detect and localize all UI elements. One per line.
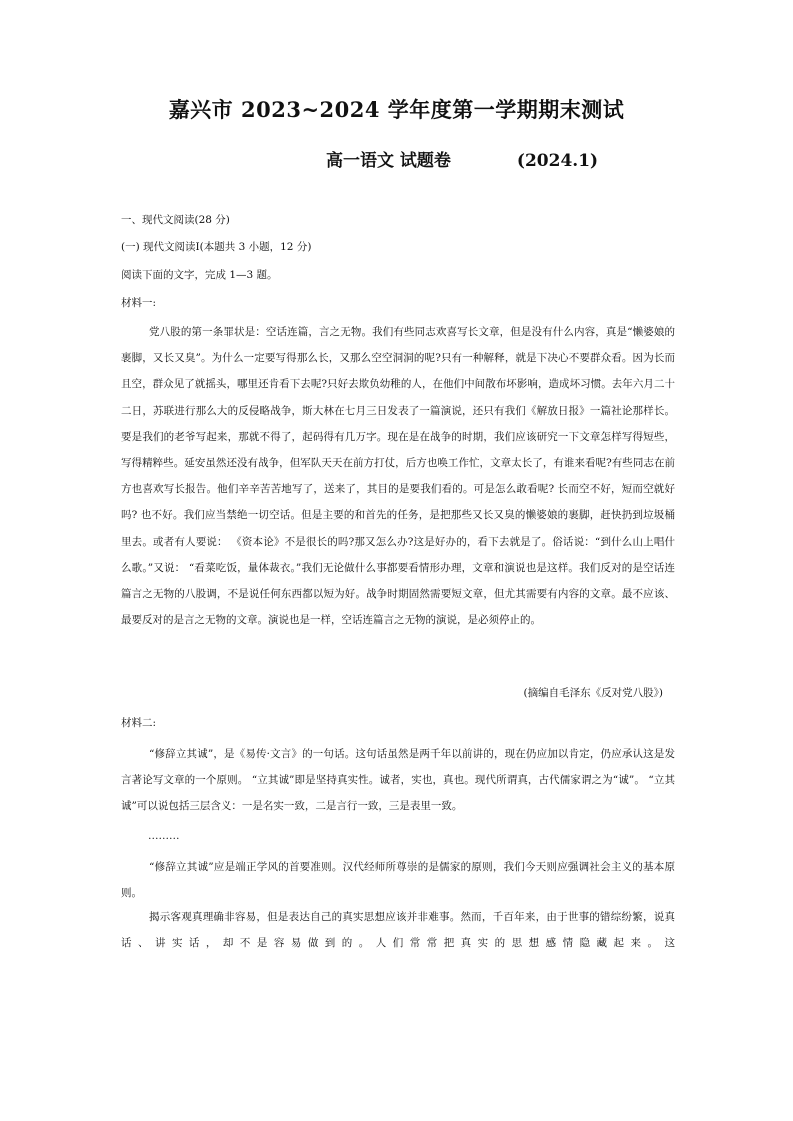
page-subtitle <box>326 146 598 171</box>
subtitle-text: 高一语文 试题卷 <box>326 151 451 171</box>
material-two-paragraph-2: “修辞立其诚”应是端正学风的首要准则。汉代经师所尊崇的是儒家的原则，我们今天则应强调社会主义的基本原则。 <box>121 861 675 900</box>
material-one-label: 材料一: <box>121 297 157 309</box>
exam-date: (2024.1) <box>516 151 599 171</box>
material-one-source: (摘编自毛泽东《反对党八股》) <box>523 687 663 699</box>
section-heading: 一、现代文阅读(28 分) <box>121 214 230 226</box>
reading-instruction: 阅读下面的文字，完成 1—3 题。 <box>121 269 278 281</box>
material-two-label: 材料二: <box>121 717 157 729</box>
sub-section-heading: (一) 现代文阅读Ⅰ(本题共 3 小题，12 分) <box>121 241 312 253</box>
ellipsis-marker: ……… <box>148 830 180 842</box>
page-title: 嘉兴市 2023~2024 学年度第一学期期末测试 <box>168 97 625 122</box>
material-two-paragraph-3: 揭示客观真理确非容易，但是表达自己的真实思想应该并非难事。然而，千百年来，由于世事的错综纷繁，说真话、讲实话，却不是容易做到的。人们常常把真实的思想感情隐藏起来。这 <box>121 911 675 950</box>
material-two-paragraph-1: “修辞立其诚”，是《易传·文言》的一句话。这句话虽然是两千年以前讲的，现在仍应加以肯定，仍应承认这是发言著论写文章的一个原则。 “立其诚”即是坚持真实性。诚者，实也，真也。现代所谓真，古代儒家谓之为“诚”。 “立其诚”可以说包括三层含义：一是名实一致，二是言行一致，三是表里一致。 <box>121 748 675 813</box>
material-one-paragraph: 党八股的第一条罪状是：空话连篇，言之无物。我们有些同志欢喜写长文章，但是没有什么内容，真是“懒婆娘的裹脚，又长又臭”。为什么一定要写得那么长，又那么空空洞洞的呢?只有一种解释，就是下决心不要群众看。因为长而且空，群众见了就摇头，哪里还肯看下去呢?只好去欺负幼稚的人，在他们中间散布坏影响，造成坏习惯。去年六月二十二日，苏联进行那么大的反侵略战争，斯大林在七月三日发表了一篇演说，还只有我们《解放日报》一篇社论那样长。要是我们的老爷写起来，那就不得了，起码得有几万字。现在是在战争的时期，我们应该研究一下文章怎样写得短些，写得精粹些。延安虽然还没有战争，但军队天天在前方打仗，后方也唤工作忙，文章太长了，有谁来看呢?有些同志在前方也喜欢写长报告。他们辛辛苦苦地写了，送来了，其目的是要我们看的。可是怎么敢看呢? 长而空不好，短而空就好吗? 也不好。我们应当禁绝一切空话。但是主要的和首先的任务，是把那些又长又臭的懒婆娘的裹脚，赶快扔到垃圾桶里去。或者有人要说： 《资本论》不是很长的吗?那又怎么办?这是好办的，看下去就是了。俗话说：“到什么山上唱什么歌。”又说： “看菜吃饭，量体裁衣。”我们无论做什么事都要看情形办理，文章和演说也是这样。我们反对的是空话连篇言之无物的八股调，不是说任何东西都以短为好。战争时期固然需要短文章，但尤其需要有内容的文章。最不应该、最要反对的是言之无物的文章。演说也是一样，空话连篇言之无物的演说，是必须停止的。 <box>121 326 675 627</box>
